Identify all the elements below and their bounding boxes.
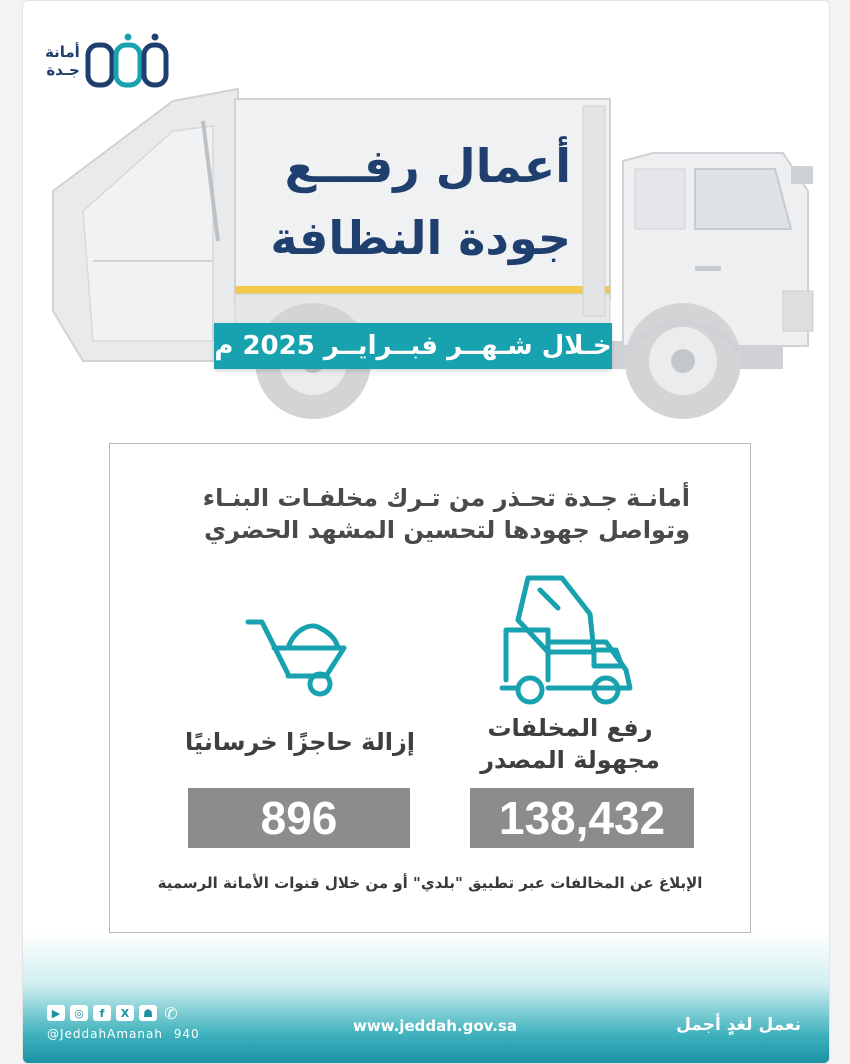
headline-line2: وتواصل جهودها لتحسين المشهد الحضري	[204, 516, 690, 544]
stat-value-waste: 138,432	[470, 788, 694, 848]
logo-line2: جـدة	[46, 61, 80, 79]
youtube-icon[interactable]: ▶	[47, 1005, 65, 1021]
stat-label-waste-line2: مجهولة المصدر	[480, 746, 660, 774]
handle-text: @JeddahAmanah	[47, 1027, 163, 1041]
infographic-card	[22, 0, 830, 1064]
stat-label-barriers: إزالة حاجزًا خرسانيًا	[185, 728, 415, 756]
page-title-line1: أعمال رفـــع	[284, 139, 571, 193]
logo-mark-icon	[84, 31, 170, 91]
phone-number: 940	[173, 1027, 200, 1041]
facebook-icon[interactable]: f	[93, 1005, 111, 1021]
date-banner: خـلال شـهــر فبــرايــر 2025 م	[214, 323, 612, 369]
report-note: الإبلاغ عن المخالفات عبر تطبيق "بلدي" أو من خلال قنوات الأمانة الرسمية	[157, 874, 703, 892]
stat-label-waste-line1: رفع المخلفات	[487, 714, 653, 742]
wheelbarrow-icon	[244, 614, 354, 698]
instagram-icon[interactable]: ◎	[70, 1005, 88, 1021]
stat-label-waste	[450, 712, 690, 776]
logo-line1: أمانة	[45, 43, 80, 61]
page-title-line2: جودة النظافة	[270, 211, 571, 265]
garbage-truck-icon	[498, 570, 648, 710]
headline-line1: أمانـة جـدة تحـذر من تـرك مخلفـات البنـاء	[202, 484, 690, 512]
hero-section	[23, 1, 829, 431]
social-handle[interactable]	[47, 1027, 200, 1041]
snapchat-icon[interactable]: ☗	[139, 1005, 157, 1021]
jeddah-amanah-logo	[45, 31, 170, 91]
stats-panel	[109, 443, 751, 933]
phone-icon[interactable]: ✆	[164, 1003, 178, 1023]
footer-bar	[23, 1005, 829, 1045]
website-link[interactable]: www.jeddah.gov.sa	[353, 1017, 517, 1035]
social-links	[47, 1005, 180, 1021]
slogan: نعمل لغدٍ أجمل	[676, 1015, 801, 1035]
headline	[130, 482, 690, 546]
stat-value-barriers: 896	[188, 788, 410, 848]
footer	[23, 933, 829, 1063]
x-icon[interactable]: X	[116, 1005, 134, 1021]
